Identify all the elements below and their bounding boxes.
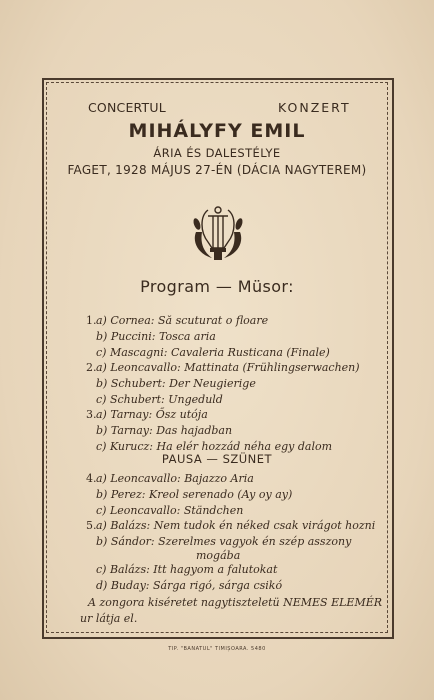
item-label: a) Cornea: Să scuturat o floare <box>96 314 269 327</box>
dateline: FAGET, 1928 MÁJUS 27-ÉN (DÁCIA NAGYTEREM) <box>67 163 367 177</box>
accompaniment-line: A zongora kiséretet nagytiszteletü NEMES ELEMÉR <box>88 596 383 609</box>
subtitle: ÁRIA ÉS DALESTÉLYE <box>153 146 281 160</box>
item-label: a) Balázs: Nem tudok én néked csak virágot hozni <box>96 519 376 532</box>
header-left: CONCERTUL <box>88 100 166 115</box>
program-title: Program — Müsor: <box>140 277 294 296</box>
program-item: d) Buday: Sárga rigó, sárga csikó <box>96 579 283 592</box>
item-number: 4. <box>86 472 97 485</box>
item-number: 2. <box>86 361 97 374</box>
item-label: a) Leoncavallo: Bajazzo Aria <box>96 472 254 485</box>
program-item: b) Perez: Kreol serenado (Ay oy ay) <box>96 488 293 501</box>
item-number: 1. <box>86 314 97 327</box>
printer-footer: TIP. "BANATUL" TIMIȘOARA. 5480 <box>168 646 266 652</box>
program-item: b) Schubert: Der Neugierige <box>96 377 256 390</box>
program-item: c) Mascagni: Cavaleria Rusticana (Finale) <box>96 346 330 359</box>
page-title: MIHÁLYFY EMIL <box>128 120 306 142</box>
lyre-icon <box>190 202 246 264</box>
accompaniment-line: ur látja el. <box>80 612 138 625</box>
program-item: c) Schubert: Ungeduld <box>96 393 223 406</box>
item-number: 5. <box>86 519 97 532</box>
header-right: KONZERT <box>278 100 351 115</box>
program-item: mogába <box>196 549 241 562</box>
program-item: c) Leoncavallo: Ständchen <box>96 504 244 517</box>
intermission-label: PAUSA — SZÜNET <box>161 452 273 466</box>
program-item: b) Tarnay: Das hajadban <box>96 424 233 437</box>
program-item: b) Puccini: Tosca aria <box>96 330 216 343</box>
item-label: a) Leoncavallo: Mattinata (Frühlingserwachen) <box>96 361 360 374</box>
item-number: 3. <box>86 408 97 421</box>
item-label: a) Tarnay: Ősz utója <box>96 408 208 421</box>
program-item: c) Balázs: Itt hagyom a falutokat <box>96 563 278 576</box>
program-item: c) Kurucz: Ha elér hozzád néha egy dalom <box>96 440 333 453</box>
program-item: b) Sándor: Szerelmes vagyok én szép asszony <box>96 535 352 548</box>
